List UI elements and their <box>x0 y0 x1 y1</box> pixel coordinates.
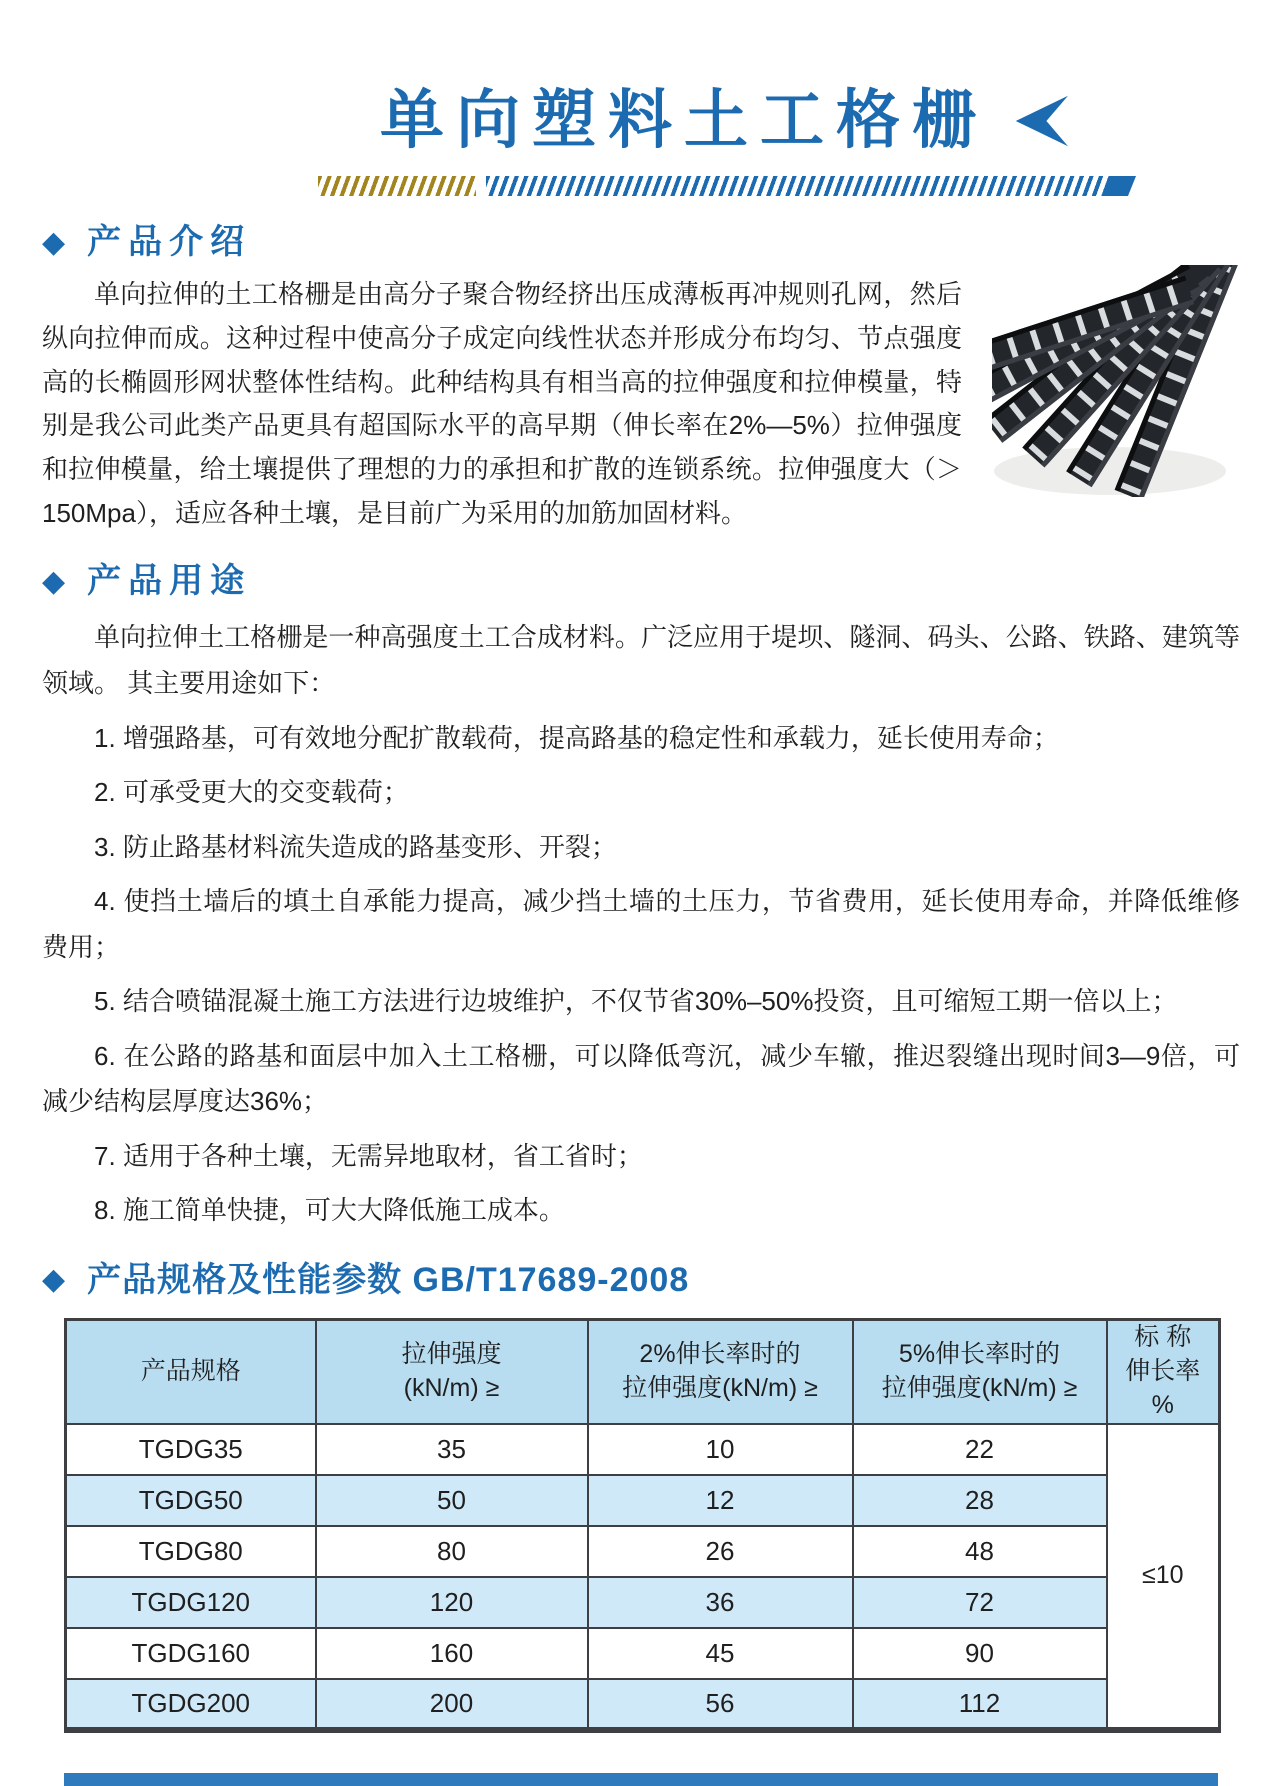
table-header-cell: 5%伸长率时的 拉伸强度(kN/m) ≥ <box>853 1320 1107 1424</box>
table-row <box>66 1475 1220 1526</box>
table-header-cell: 产品规格 <box>66 1320 316 1424</box>
table-cell: 48 <box>853 1526 1107 1577</box>
section-title-uses: 产品用途 <box>87 562 252 601</box>
table-cell: 26 <box>588 1526 853 1577</box>
decor-stripe-band <box>318 176 1282 196</box>
diamond-icon: ◆ <box>42 564 66 598</box>
spec-table <box>64 1318 1221 1732</box>
diamond-icon: ◆ <box>42 225 66 259</box>
footer-accent-bar <box>64 1773 1218 1786</box>
table-cell: TGDG80 <box>66 1526 316 1577</box>
table-row <box>66 1424 1220 1475</box>
section-heading-intro <box>42 222 1240 263</box>
table-header-cell: 2%伸长率时的 拉伸强度(kN/m) ≥ <box>588 1320 853 1424</box>
table-cell: 160 <box>316 1628 588 1679</box>
table-row <box>66 1679 1220 1730</box>
table-cell: 200 <box>316 1679 588 1730</box>
decor-stripe-gold <box>318 176 476 196</box>
table-row <box>66 1526 1220 1577</box>
section-intro <box>0 222 1282 535</box>
table-cell: TGDG50 <box>66 1475 316 1526</box>
table-cell: TGDG120 <box>66 1577 316 1628</box>
section-uses <box>0 561 1282 1233</box>
title-arrow-icon <box>1014 94 1068 148</box>
use-item: 4. 使挡土墙后的填土自承能力提高，减少挡土墙的土压力，节省费用，延长使用寿命，并降低维修费用； <box>42 886 1240 962</box>
page-header <box>0 0 1282 196</box>
table-cell: 120 <box>316 1577 588 1628</box>
section-title-intro: 产品介绍 <box>87 223 252 262</box>
intro-paragraph: 单向拉伸的土工格栅是由高分子聚合物经挤出压成薄板再冲规则孔网，然后纵向拉伸而成。这种过程中使高分子成定向线性状态并形成分布均匀、节点强度高的长椭圆形网状整体性结构。此种结构具有相当高的拉伸强度和拉伸模量，特别是我公司此类产品更具有超国际水平的高早期（伸长率在2%—5%）拉伸强度和拉伸模量，给土壤提供了理想的力的承担和扩散的连锁系统。拉伸强度大（＞150Mpa），适应各种土壤，是目前广为采用的加筋加固材料。 <box>42 279 962 528</box>
use-item: 3. 防止路基材料流失造成的路基变形、开裂； <box>94 831 617 862</box>
table-cell: 36 <box>588 1577 853 1628</box>
table-cell: 12 <box>588 1475 853 1526</box>
nominal-elongation-cell: ≤10 <box>1107 1424 1220 1730</box>
use-item: 2. 可承受更大的交变载荷； <box>94 777 409 808</box>
table-header-cell: 拉伸强度 (kN/m) ≥ <box>316 1320 588 1424</box>
decor-stripe-gap <box>476 176 486 196</box>
table-cell: 45 <box>588 1628 853 1679</box>
use-item: 6. 在公路的路基和面层中加入土工格栅，可以降低弯沉，减少车辙，推迟裂缝出现时间3—9倍，可减少结构层厚度达36%； <box>42 1040 1240 1117</box>
table-cell: TGDG160 <box>66 1628 316 1679</box>
table-header-row <box>66 1320 1220 1424</box>
table-cell: 50 <box>316 1475 588 1526</box>
table-cell: 80 <box>316 1526 588 1577</box>
section-heading-specs <box>42 1260 1240 1301</box>
table-row <box>66 1628 1220 1679</box>
table-cell: 35 <box>316 1424 588 1475</box>
product-photo <box>992 265 1240 497</box>
table-cell: TGDG35 <box>66 1424 316 1475</box>
table-header-cell: 标 称 伸长率 % <box>1107 1320 1220 1424</box>
decor-stripe-blue <box>486 176 1110 196</box>
use-item: 7. 适用于各种土壤，无需异地取材，省工省时； <box>94 1140 643 1171</box>
table-cell: 22 <box>853 1424 1107 1475</box>
diamond-icon: ◆ <box>42 1262 66 1296</box>
use-item: 1. 增强路基，可有效地分配扩散载荷，提高路基的稳定性和承载力，延长使用寿命； <box>94 722 1059 753</box>
section-heading-uses <box>42 561 1240 602</box>
use-item: 5. 结合喷锚混凝土施工方法进行边坡维护，不仅节省30%–50%投资，且可缩短工期一倍以上； <box>94 986 1178 1017</box>
section-specs <box>0 1260 1282 1301</box>
page-title: 单向塑料土工格栅 <box>380 85 988 156</box>
table-cell: 72 <box>853 1577 1107 1628</box>
geogrid-photo-illustration <box>992 265 1240 497</box>
table-cell: 28 <box>853 1475 1107 1526</box>
table-cell: 10 <box>588 1424 853 1475</box>
uses-intro-paragraph: 单向拉伸土工格栅是一种高强度土工合成材料。广泛应用于堤坝、隧洞、码头、公路、铁路、建筑等领域。 其主要用途如下： <box>42 622 1240 699</box>
table-cell: 112 <box>853 1679 1107 1730</box>
table-cell: 56 <box>588 1679 853 1730</box>
table-row <box>66 1577 1220 1628</box>
table-cell: TGDG200 <box>66 1679 316 1730</box>
table-cell: 90 <box>853 1628 1107 1679</box>
spec-table-container <box>0 1318 1282 1732</box>
section-title-specs: 产品规格及性能参数 GB/T17689-2008 <box>87 1260 690 1299</box>
use-item: 8. 施工简单快捷，可大大降低施工成本。 <box>94 1195 565 1226</box>
